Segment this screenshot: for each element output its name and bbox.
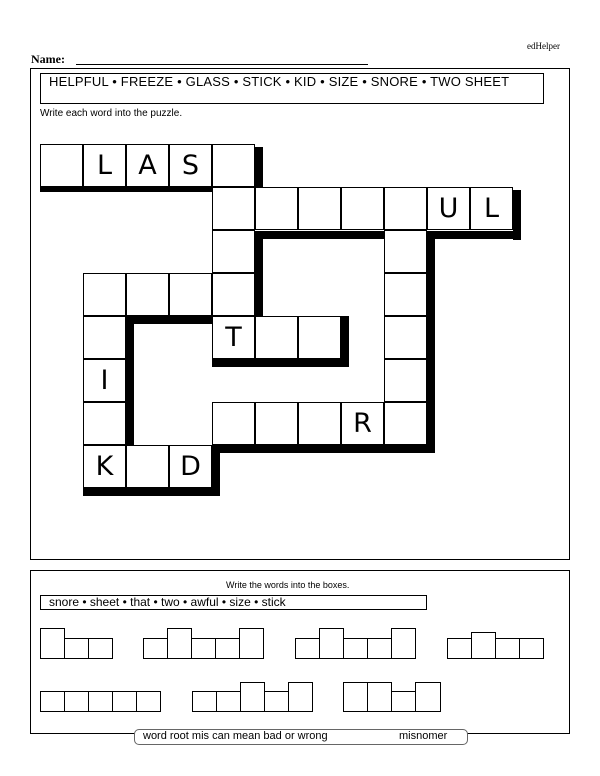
- crossword-cell[interactable]: [384, 316, 427, 359]
- letter-box[interactable]: [167, 628, 192, 659]
- crossword-cell[interactable]: K: [83, 445, 126, 488]
- crossword-cell[interactable]: [298, 316, 341, 359]
- word-root-footer: [134, 729, 468, 745]
- letter-box[interactable]: [64, 638, 89, 659]
- letter-box[interactable]: [239, 628, 264, 659]
- word-root-text: word root mis can mean bad or wrong: [143, 730, 328, 742]
- brand-label: edHelper: [527, 41, 560, 51]
- crossword-cell[interactable]: [212, 402, 255, 445]
- letter-box[interactable]: [88, 691, 113, 712]
- letter-box[interactable]: [343, 682, 368, 712]
- crossword-cell[interactable]: D: [169, 445, 212, 488]
- crossword-cell[interactable]: [212, 144, 255, 187]
- crossword-cell[interactable]: [126, 445, 169, 488]
- letter-box[interactable]: [112, 691, 137, 712]
- crossword-cell[interactable]: [212, 230, 255, 273]
- crossword-cell[interactable]: T: [212, 316, 255, 359]
- crossword-cell[interactable]: S: [169, 144, 212, 187]
- crossword-cell[interactable]: [255, 187, 298, 230]
- letter-box[interactable]: [319, 628, 344, 659]
- letter-box[interactable]: [391, 628, 416, 659]
- crossword-cell[interactable]: U: [427, 187, 470, 230]
- crossword-cell[interactable]: I: [83, 359, 126, 402]
- crossword-cell[interactable]: [384, 402, 427, 445]
- crossword-cell[interactable]: [384, 273, 427, 316]
- crossword-cell[interactable]: A: [126, 144, 169, 187]
- crossword-cell[interactable]: [212, 187, 255, 230]
- grid-shadow: [427, 231, 435, 453]
- crossword-cell[interactable]: [298, 402, 341, 445]
- letter-box[interactable]: [215, 638, 240, 659]
- crossword-cell[interactable]: [341, 187, 384, 230]
- letter-box[interactable]: [264, 691, 289, 712]
- letter-box[interactable]: [216, 691, 241, 712]
- letter-box[interactable]: [240, 682, 265, 712]
- crossword-cell[interactable]: [169, 273, 212, 316]
- crossword-cell[interactable]: [255, 316, 298, 359]
- letter-box[interactable]: [447, 638, 472, 659]
- grid-shadow: [212, 445, 435, 453]
- grid-shadow: [126, 316, 134, 446]
- crossword-cell[interactable]: R: [341, 402, 384, 445]
- letter-box[interactable]: [136, 691, 161, 712]
- letter-box[interactable]: [191, 638, 216, 659]
- name-line[interactable]: [76, 64, 368, 65]
- letter-box[interactable]: [391, 691, 416, 712]
- letter-box[interactable]: [367, 638, 392, 659]
- word-root-example: misnomer: [399, 730, 448, 742]
- name-label: Name:: [31, 52, 65, 66]
- letter-box[interactable]: [40, 691, 65, 712]
- crossword-cell[interactable]: [384, 230, 427, 273]
- crossword-cell[interactable]: [83, 402, 126, 445]
- letter-box[interactable]: [143, 638, 168, 659]
- letter-box[interactable]: [64, 691, 89, 712]
- boxes-word-bank: snore • sheet • that • two • awful • size • stick: [40, 595, 427, 610]
- letter-box[interactable]: [415, 682, 441, 712]
- crossword-cell[interactable]: [83, 316, 126, 359]
- letter-box[interactable]: [519, 638, 544, 659]
- puzzle-word-bank: HELPFUL • FREEZE • GLASS • STICK • KID • SIZE • SNORE • TWO SHEET: [40, 73, 544, 104]
- crossword-cell[interactable]: [384, 359, 427, 402]
- crossword-cell[interactable]: [126, 273, 169, 316]
- letter-box[interactable]: [495, 638, 520, 659]
- crossword-cell[interactable]: [298, 187, 341, 230]
- letter-box[interactable]: [192, 691, 217, 712]
- letter-box[interactable]: [88, 638, 113, 659]
- letter-box[interactable]: [295, 638, 320, 659]
- crossword-cell[interactable]: [40, 144, 83, 187]
- grid-shadow: [255, 147, 263, 192]
- crossword-cell[interactable]: [384, 187, 427, 230]
- crossword-cell[interactable]: L: [83, 144, 126, 187]
- letter-box[interactable]: [471, 632, 496, 659]
- boxes-instruction: Write the words into the boxes.: [226, 580, 350, 590]
- crossword-cell[interactable]: [212, 273, 255, 316]
- letter-box[interactable]: [343, 638, 368, 659]
- grid-shadow: [212, 359, 349, 367]
- crossword-cell[interactable]: [255, 402, 298, 445]
- crossword-cell[interactable]: L: [470, 187, 513, 230]
- puzzle-instruction: Write each word into the puzzle.: [40, 108, 183, 119]
- grid-shadow: [83, 488, 220, 496]
- crossword-cell[interactable]: [83, 273, 126, 316]
- letter-box[interactable]: [367, 682, 392, 712]
- letter-box[interactable]: [40, 628, 65, 659]
- grid-shadow: [255, 231, 263, 316]
- letter-box[interactable]: [288, 682, 313, 712]
